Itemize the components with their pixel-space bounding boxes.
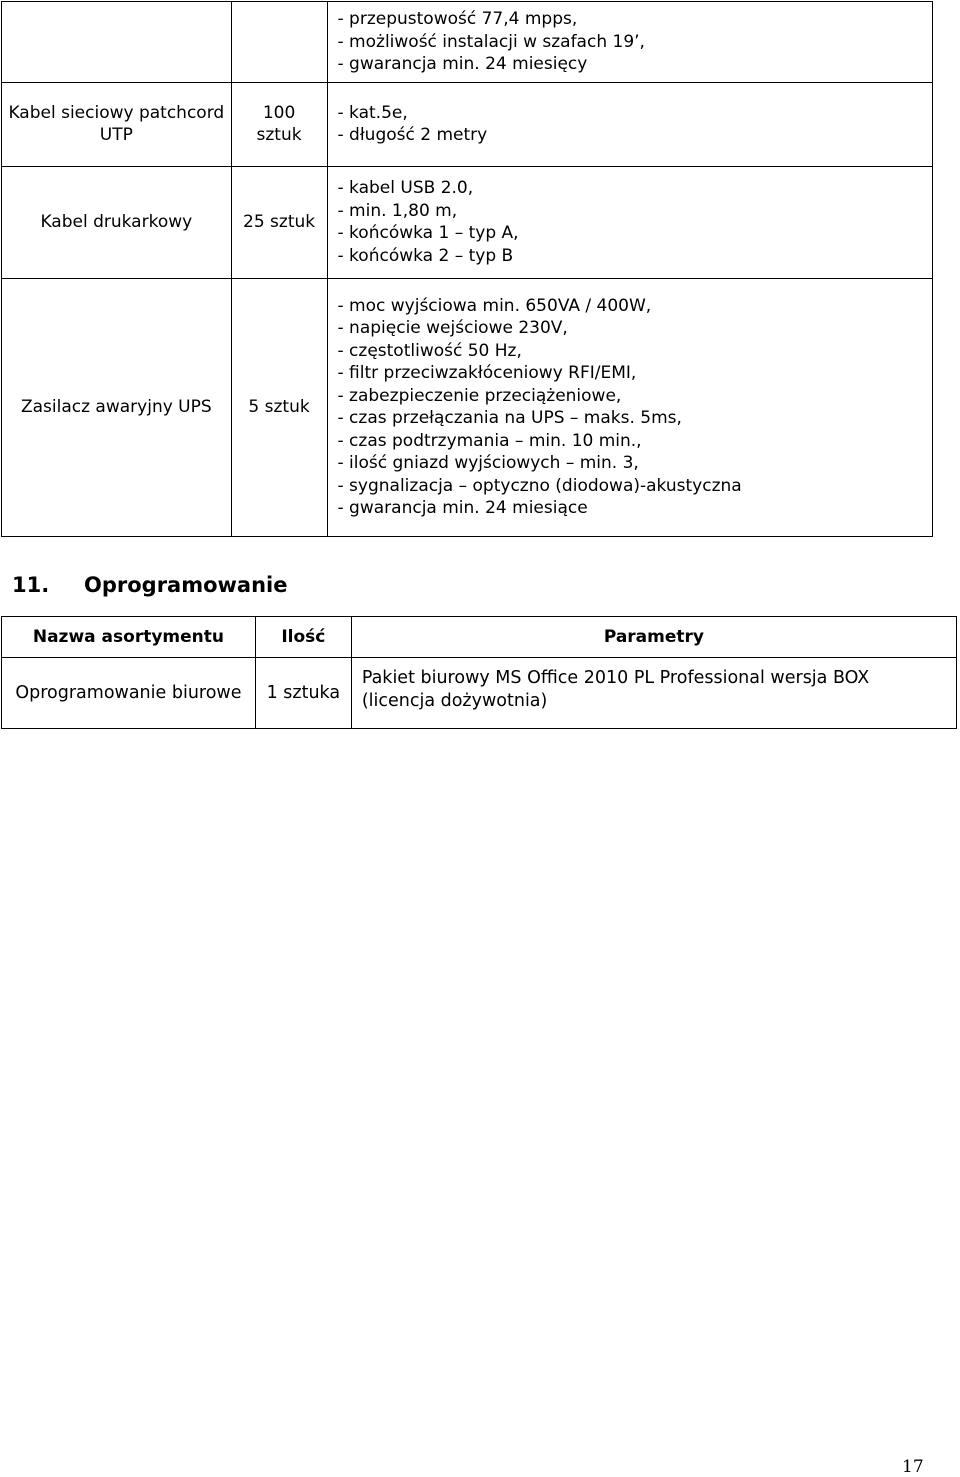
column-header-qty: Ilość [255,617,351,658]
param-line: - moc wyjściowa min. 650VA / 400W, [337,295,652,316]
software-table [1,616,957,729]
item-qty-cell: 25 sztuk [231,166,327,278]
item-name-cell [2,2,232,83]
param-line: - końcówka 1 – typ A, [337,223,519,243]
param-line: - kat.5e, [337,102,408,123]
column-header-params: Parametry [351,617,956,658]
param-line: - czas podtrzymania – min. 10 min., [337,430,642,451]
table-row [2,2,933,83]
param-line: - czas przełączania na UPS – maks. 5ms, [337,408,682,428]
item-params-cell [327,166,932,278]
item-params-cell [327,2,932,83]
table-row [2,278,933,536]
param-line: - możliwość instalacji w szafach 19’, [337,31,645,52]
param-line: - końcówka 2 – typ B [337,245,514,266]
section-title: Oprogramowanie [84,573,288,597]
item-qty-cell: 5 sztuk [231,278,327,536]
param-line: Pakiet biurowy MS Office 2010 PL Professional wersja BOX [361,668,870,688]
param-line: - ilość gniazd wyjściowych – min. 3, [337,453,639,473]
param-line: - zabezpieczenie przeciążeniowe, [337,385,622,406]
item-params-cell [351,658,956,729]
item-qty-cell: 100 sztuk [231,82,327,166]
param-line: - napięcie wejściowe 230V, [337,318,568,338]
item-qty-cell [231,2,327,83]
param-line: - przepustowość 77,4 mpps, [337,9,578,29]
param-line: (licencja dożywotnia) [361,691,548,711]
param-line: - częstotliwość 50 Hz, [337,340,522,361]
item-params-cell [327,278,932,536]
table-row [2,82,933,166]
item-name-cell: Oprogramowanie biurowe [2,658,256,729]
equipment-table [1,1,933,537]
param-line: - filtr przeciwzakłóceniowy RFI/EMI, [337,363,637,383]
section-number: 11. [12,573,50,597]
table-row [2,166,933,278]
table-header-row [2,617,957,658]
param-line: - długość 2 metry [337,125,488,145]
param-line: - gwarancja min. 24 miesiące [337,498,588,518]
param-line: - kabel USB 2.0, [337,178,474,198]
item-params-cell [327,82,932,166]
column-header-name: Nazwa asortymentu [2,617,256,658]
param-line: - min. 1,80 m, [337,200,458,221]
item-name-cell: Kabel sieciowy patchcord UTP [2,82,232,166]
item-name-cell: Kabel drukarkowy [2,166,232,278]
param-line: - gwarancja min. 24 miesięcy [337,54,588,74]
page-number: 17 [902,1457,924,1477]
param-line: - sygnalizacja – optyczno (diodowa)-akustyczna [337,475,742,496]
section-heading [12,573,288,597]
table-row [2,658,957,729]
item-name-cell: Zasilacz awaryjny UPS [2,278,232,536]
item-qty-cell: 1 sztuka [255,658,351,729]
